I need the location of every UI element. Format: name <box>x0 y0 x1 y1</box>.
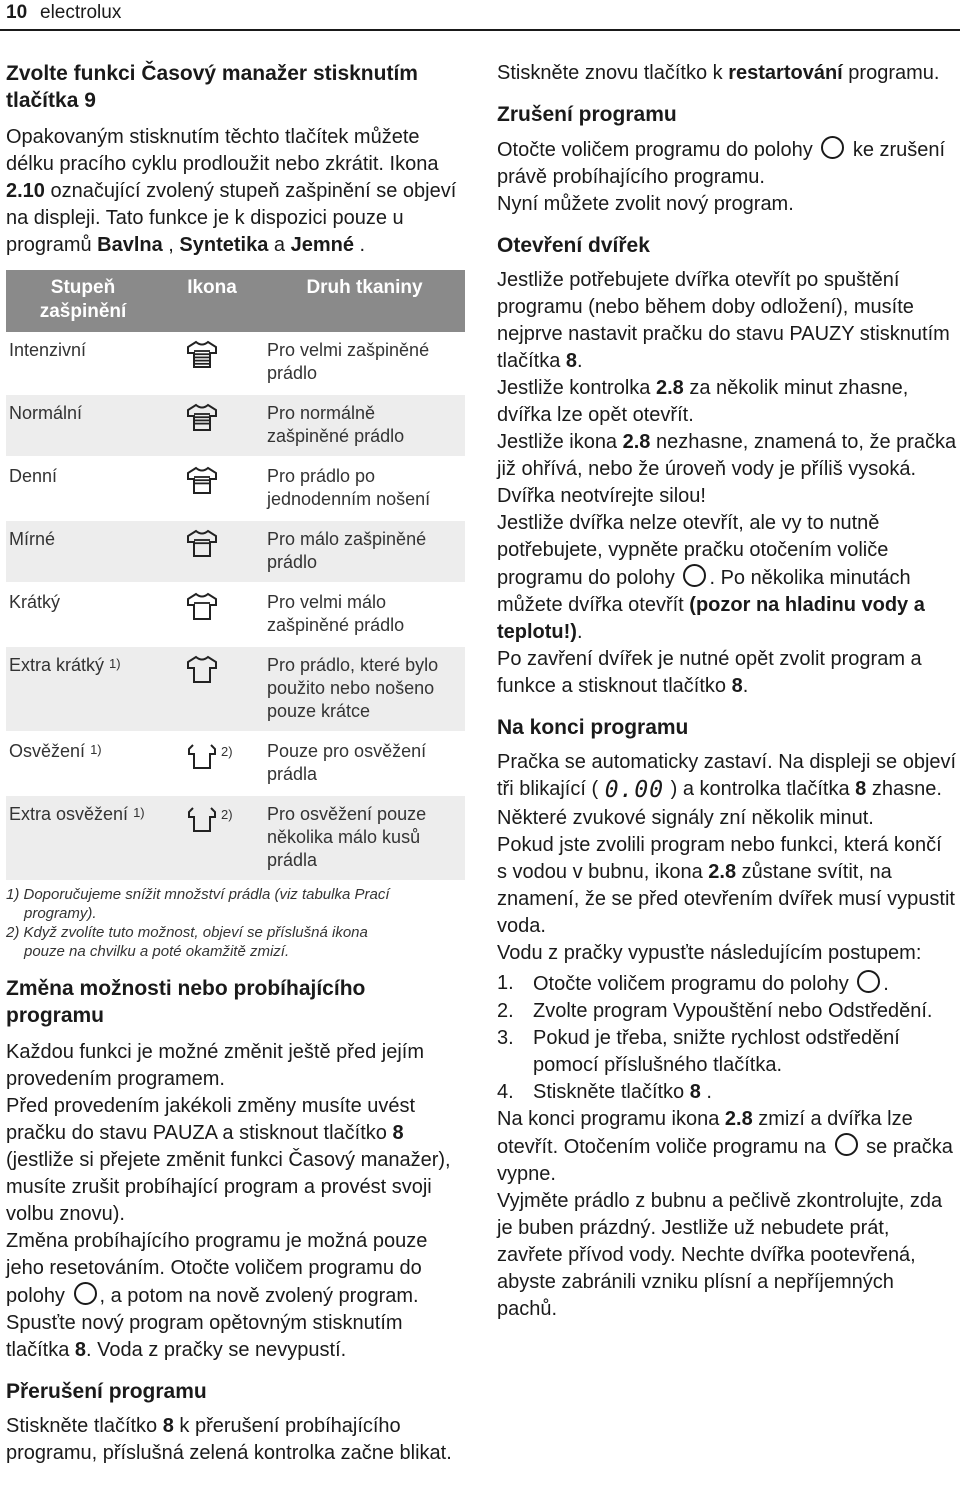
off-position-icon <box>74 1282 97 1305</box>
fabric-cell: Pro velmi zašpiněné prádlo <box>264 332 465 394</box>
table-row <box>6 646 465 732</box>
paragraph-end-5: Vyjměte prádlo z bubnu a pečlivě zkontrolujte, zda je buben prázdný. Jestliže už nebudete prát, zavřete přívod vody. Nechte dvířka pootevřená, abyste zabránili vzniku plísní a nepříjemných pachů. <box>497 1190 943 1320</box>
icon-cell <box>160 332 264 394</box>
paragraph-door-5: Po zavření dvířek je nutné opět zvolit program a funkce a stisknout tlačítko 8. <box>497 648 922 697</box>
footnotes <box>6 885 468 961</box>
soil-level-cell: Mírné <box>6 520 160 583</box>
brand-name: electrolux <box>40 2 122 23</box>
list-item: 4. Stiskněte tlačítko 8 . <box>497 1081 712 1103</box>
table-row <box>6 795 465 881</box>
heading-change-option: Změna možnosti nebo probíhajícího programu <box>6 977 366 1027</box>
footnote-2: 2) Když zvolíte tuto možnost, objeví se příslušná ikona <box>6 924 368 941</box>
off-position-icon <box>857 970 880 993</box>
footnote-1-cont: programy). <box>24 905 97 922</box>
soil-level-cell: Extra osvěžení $^{1)}$ <box>6 795 160 881</box>
header-rule <box>0 29 960 31</box>
fabric-cell: Pouze pro osvěžení prádla <box>264 732 465 795</box>
heading-end: Na konci programu <box>497 716 689 739</box>
icon-cell <box>160 394 264 457</box>
icon-cell: 2) <box>160 732 264 795</box>
soil-level-cell: Krátký <box>6 583 160 646</box>
right-column <box>497 60 957 1323</box>
table-row <box>6 332 465 394</box>
list-item: 3. Pokud je třeba, snižte rychlost odstředění pomocí příslušného tlačítka. <box>497 1027 900 1076</box>
paragraph-cancel-2: Nyní můžete zvolit nový program. <box>497 193 794 215</box>
paragraph-door-2: Jestliže kontrolka 2.8 za několik minut zhasne, dvířka lze opět otevřít. <box>497 377 909 426</box>
icon-cell: 2) <box>160 795 264 881</box>
soil-level-cell: Intenzivní <box>6 332 160 394</box>
table-row <box>6 732 465 795</box>
column-header-icon: Ikona <box>160 270 264 332</box>
page-header <box>0 0 960 30</box>
footnote-2-cont: pouze na chvilku a poté okamžitě zmizí. <box>24 943 290 960</box>
off-position-icon <box>683 564 706 587</box>
table-row <box>6 457 465 520</box>
paragraph-end-1: Pračka se automaticky zastaví. Na displeji se objeví tři blikající ( 0.00 ) a kontrolka tlačítka 8 zhasne. Některé zvukové signály zní několik minut. <box>497 751 957 829</box>
paragraph-door-1: Jestliže potřebujete dvířka otevřít po spuštění programu (nebo během doby odložení), musíte nejprve nastavit pračku do stavu PAUZY stisknutím tlačítka 8. <box>497 269 950 372</box>
paragraph-cancel: Otočte voličem programu do polohy ke zrušení právě probíhajícího programu. <box>497 136 957 191</box>
heading-cancel: Zrušení programu <box>497 103 677 126</box>
fabric-cell: Pro normálně zašpiněné prádlo <box>264 394 465 457</box>
paragraph-change-3: Změna probíhajícího programu je možná pouze jeho resetováním. Otočte voličem programu do polohy , a potom na nově zvolený program. Spusťte nový program opětovným stisknutím tlačítka 8. Voda z pračky se nevypustí. <box>6 1230 428 1361</box>
paragraph-pause: Stiskněte tlačítko 8 k přerušení probíhajícího programu, příslušná zelená kontrolka začne blikat. <box>6 1415 452 1464</box>
soil-level-cell: Normální <box>6 394 160 457</box>
paragraph-door-4: Jestliže dvířka nelze otevřít, ale vy to nutně potřebujete, vypněte pračku otočením voliče programu do polohy . Po několika minutách můžete dvířka otevřít (pozor na hladinu vody a teplotu!). <box>497 512 925 643</box>
footnote-1: 1) Doporučujeme snížit množství prádla (viz tabulka Prací <box>6 886 390 903</box>
shirt-icon-extra-refresh <box>185 803 219 833</box>
paragraph-end-4: Na konci programu ikona 2.8 zmizí a dvířka lze otevřít. Otočením voliče programu na se pračka vypne. <box>497 1108 953 1185</box>
shirt-icon-full <box>185 339 219 369</box>
drain-steps <box>497 970 957 1106</box>
shirt-icon-short <box>185 591 219 621</box>
shirt-icon-refresh <box>185 740 219 770</box>
heading-pause: Přerušení programu <box>6 1380 207 1403</box>
icon-cell <box>160 646 264 732</box>
soil-level-cell: Osvěžení $^{1)}$ <box>6 732 160 795</box>
soil-level-cell: Denní <box>6 457 160 520</box>
table-row <box>6 394 465 457</box>
left-column <box>6 60 468 1467</box>
fabric-cell: Pro velmi málo zašpiněné prádlo <box>264 583 465 646</box>
fabric-cell: Pro prádlo po jednodenním nošení <box>264 457 465 520</box>
fabric-cell: Pro prádlo, které bylo použito nebo nošeno pouze krátce <box>264 646 465 732</box>
icon-cell <box>160 457 264 520</box>
display-readout: 0.00 <box>604 777 665 803</box>
shirt-icon-light <box>185 528 219 558</box>
paragraph-time-manager: Opakovaným stisknutím těchto tlačítek můžete délku pracího cyklu prodloužit nebo zkrátit. Ikona 2.10 označující zvolený stupeň zašpinění se objeví na displeji. Tato funkce je k dispozici pouze u programů Bavlna , Syntetika a Jemné . <box>6 126 457 256</box>
heading-door: Otevření dvířek <box>497 234 650 257</box>
icon-cell <box>160 520 264 583</box>
paragraph-change-2: Před provedením jakékoli změny musíte uvést pračku do stavu PAUZA a stisknout tlačítko 8 (jestliže si přejete změnit funkci Časový manažer), musíte zrušit probíhající program a provést svoji volbu znovu). <box>6 1095 451 1225</box>
paragraph-door-3: Jestliže ikona 2.8 nezhasne, znamená to, že pračka již ohřívá, nebo že úroveň vody je příliš vysoká. Dvířka neotvírejte silou! <box>497 431 957 507</box>
shirt-icon-normal <box>185 402 219 432</box>
fabric-cell: Pro osvěžení pouze několika málo kusů prádla <box>264 795 465 881</box>
soil-level-table <box>6 270 465 882</box>
paragraph-end-3: Vodu z pračky vypusťte následujícím postupem: <box>497 942 922 964</box>
heading-time-manager: Zvolte funkci Časový manažer stisknutím tlačítka 9 <box>6 62 418 112</box>
paragraph-end-2: Pokud jste zvolili program nebo funkci, která končí s vodou v bubnu, ikona 2.8 zůstane svítit, na znamení, že se před otevřením dvířek musí vypustit voda. <box>497 834 955 937</box>
shirt-icon-daily <box>185 465 219 495</box>
column-header-fabric: Druh tkaniny <box>264 270 465 332</box>
shirt-icon-extra-short <box>185 654 219 684</box>
page-number: 10 <box>6 2 28 23</box>
column-header-level: Stupeň zašpinění <box>6 270 160 332</box>
off-position-icon <box>821 136 844 159</box>
list-item: 2. Zvolte program Vypouštění nebo Odstředění. <box>497 1000 933 1022</box>
icon-cell <box>160 583 264 646</box>
paragraph-restart: Stiskněte znovu tlačítko k restartování programu. <box>497 62 940 84</box>
table-row <box>6 520 465 583</box>
paragraph-change-1: Každou funkci je možné změnit ještě před jejím provedením programem. <box>6 1041 424 1090</box>
soil-level-cell: Extra krátký $^{1)}$ <box>6 646 160 732</box>
off-position-icon <box>835 1133 858 1156</box>
table-row <box>6 583 465 646</box>
fabric-cell: Pro málo zašpiněné prádlo <box>264 520 465 583</box>
list-item: 1. Otočte voličem programu do polohy . <box>497 972 889 995</box>
